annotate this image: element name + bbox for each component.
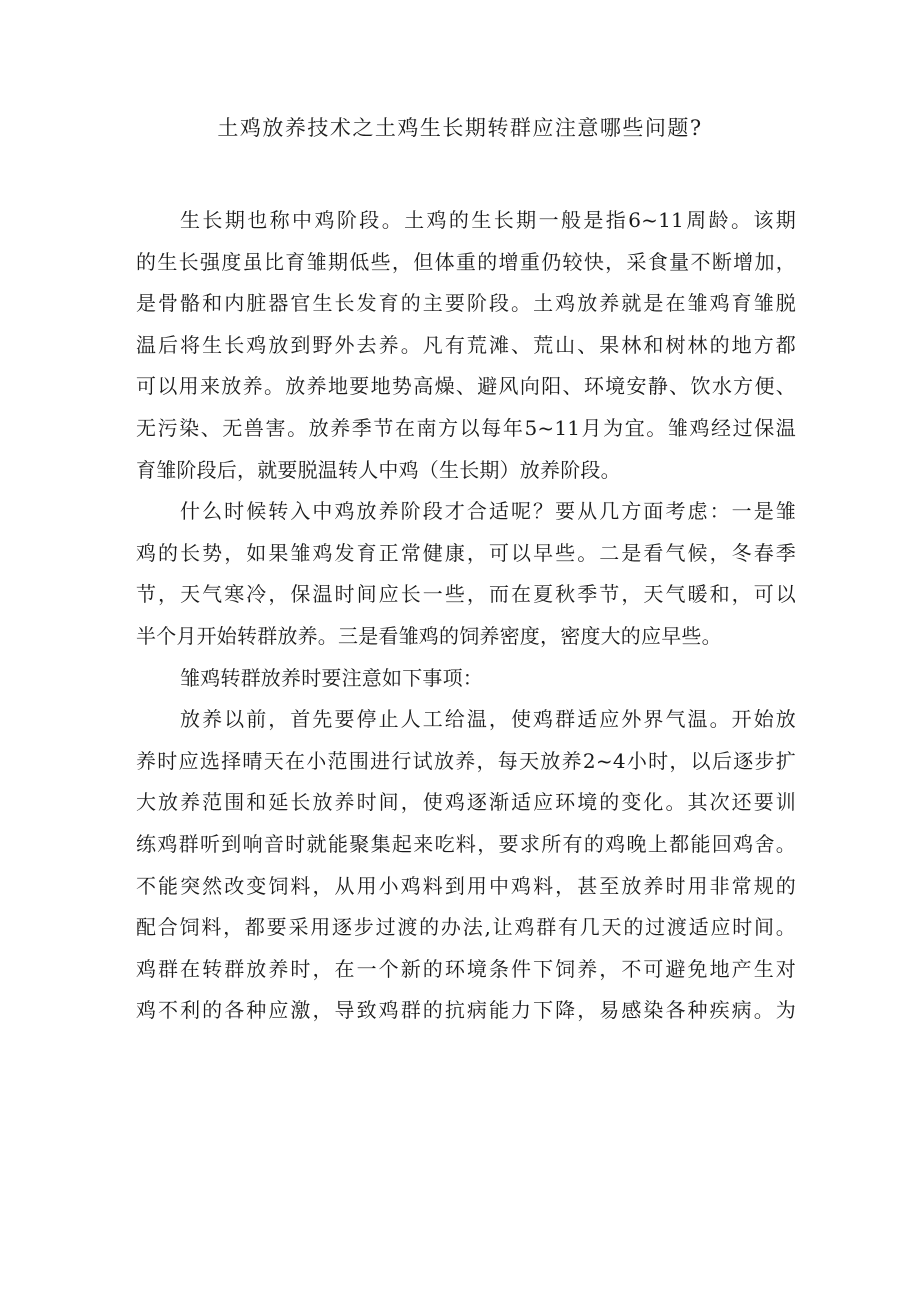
text-line: 配合饲料，都要采用逐步过渡的办法,让鸡群有几天的过渡适应时间。: [136, 915, 796, 940]
text-line: 练鸡群听到响音时就能聚集起来吃料，要求所有的鸡晚上都能回鸡舍。: [136, 831, 796, 856]
text-line: 无污染、无兽害。放养季节在南方以每年5~11月为宜。雏鸡经过保温: [136, 415, 796, 440]
text-line: 大放养范围和延长放养时间，使鸡逐渐适应环境的变化。其次还要训: [136, 790, 796, 815]
text-line: 是骨骼和内脏器官生长发育的主要阶段。土鸡放养就是在雏鸡育雏脱: [136, 291, 796, 316]
text-line: 什么时候转入中鸡放养阶段才合适呢？要从几方面考虑：一是雏: [180, 499, 796, 524]
paragraph-3: [136, 658, 796, 700]
text-line: 半个月开始转群放养。三是看雏鸡的饲养密度，密度大的应早些。: [136, 623, 722, 648]
text-line: 节，天气寒冷，保温时间应长一些，而在夏秋季节，天气暖和，可以: [136, 582, 796, 607]
document-title: 土鸡放养技术之土鸡生长期转群应注意哪些问题?: [217, 116, 703, 140]
paragraph-2: [136, 491, 796, 657]
text-line: 鸡群在转群放养时，在一个新的环境条件下饲养，不可避免地产生对: [136, 956, 796, 981]
text-line: 可以用来放养。放养地要地势高燥、避风向阳、环境安静、饮水方便、: [136, 374, 796, 399]
text-line: 养时应选择晴天在小范围进行试放养，每天放养2~4小时，以后逐步扩: [136, 748, 796, 773]
document-body: [136, 200, 796, 1032]
text-line: 鸡不利的各种应激，导致鸡群的抗病能力下降，易感染各种疾病。为: [136, 998, 796, 1023]
text-line: 育雏阶段后，就要脱温转人中鸡（生长期）放养阶段。: [136, 457, 621, 482]
text-line: 放养以前，首先要停止人工给温，使鸡群适应外界气温。开始放: [180, 707, 796, 732]
text-line: 鸡的长势，如果雏鸡发育正常健康，可以早些。二是看气候，冬春季: [136, 540, 796, 565]
text-line: 的生长强度虽比育雏期低些，但体重的增重仍较快，采食量不断增加，: [136, 249, 796, 274]
text-line: 雏鸡转群放养时要注意如下事项：: [180, 665, 483, 690]
text-line: 温后将生长鸡放到野外去养。凡有荒滩、荒山、果林和树林的地方都: [136, 332, 796, 357]
text-line: 不能突然改变饲料，从用小鸡料到用中鸡料，甚至放养时用非常规的: [136, 873, 796, 898]
text-line: 生长期也称中鸡阶段。土鸡的生长期一般是指6~11周龄。该期: [180, 208, 796, 232]
paragraph-1: [136, 200, 796, 491]
paragraph-4: [136, 699, 796, 1032]
